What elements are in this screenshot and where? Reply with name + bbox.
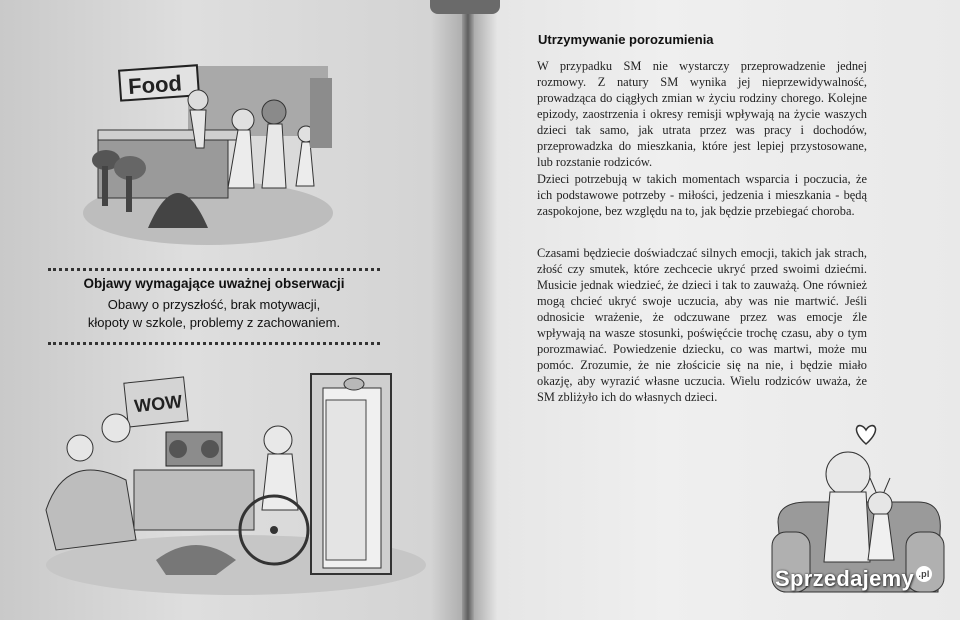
- paragraph-3: Czasami będziecie doświadczać silnych emocji, takich jak strach, złość czy smutek, które zechcecie ukryć przed swoimi dziećmi. Musicie jednak wiedzieć, że dzieci i tak to zauważą. One również mogą chcieć ukryć swoje uczucia, aby was nie martwić. Jeśli odnosicie wrażenie, że odczuwane przez was emocje źle wpływają na wasze stosunki, poświęćcie trochę czasu, aby o tym porozmawiać. Powiedzenie dziecku, co was martwi, może mu pomóc. Zrozumie, że nie złościcie się na nie, i będzie miało okazję, aby wyrazić własne uczucia. Wielu rodziców uważa, że SM zbliżyło ich do własnych dzieci.: [537, 246, 867, 404]
- heart-icon: [856, 426, 875, 444]
- paragraph-1: W przypadku SM nie wystarczy przeprowadzenie jednej rozmowy. Z natury SM wynika jej nieprzewidywalność, prowadząca do ciągłych zmian w życiu rodziny chorego. Kolejne epizody, zaostrzenia i okresy remisji wpływają na życie waszych dzieci tak samo, jak utrata przez was pracy i dochodów, przeprowadzka do mieszkania, które jest lepiej przystosowane, lub rozstanie rodziców.: [537, 59, 867, 169]
- wow-poster-text: WOW: [133, 391, 184, 417]
- cafeteria-illustration: [78, 48, 338, 248]
- book-gutter: [462, 0, 474, 620]
- callout-bottom-divider: [48, 342, 380, 345]
- watermark-suffix: .pl: [916, 566, 932, 582]
- watermark-logo: [775, 566, 932, 592]
- food-sign-text: Food: [127, 70, 183, 100]
- callout-title: Objawy wymagające uważnej obserwacji: [83, 276, 345, 291]
- callout-line: Obawy o przyszłość, brak motywacji,: [107, 297, 321, 312]
- callout-line: kłopoty w szkole, problemy z zachowaniem.: [87, 315, 341, 330]
- callout-top-divider: [48, 268, 380, 271]
- messy-room-illustration: [36, 370, 436, 600]
- callout-body: [48, 296, 380, 332]
- watermark-text: Sprzedajemy: [775, 566, 915, 591]
- page-top-notch: [430, 0, 500, 14]
- paragraph-2: Dzieci potrzebują w takich momentach wsparcia i poczucia, że ich podstawowe potrzeby - miłości, jedzenia i mieszkania - będą zaspokojone, bez względu na to, jak będzie przebiegać choroba.: [537, 172, 867, 218]
- symptoms-callout: [48, 268, 380, 344]
- section-heading: Utrzymywanie porozumienia: [538, 32, 714, 47]
